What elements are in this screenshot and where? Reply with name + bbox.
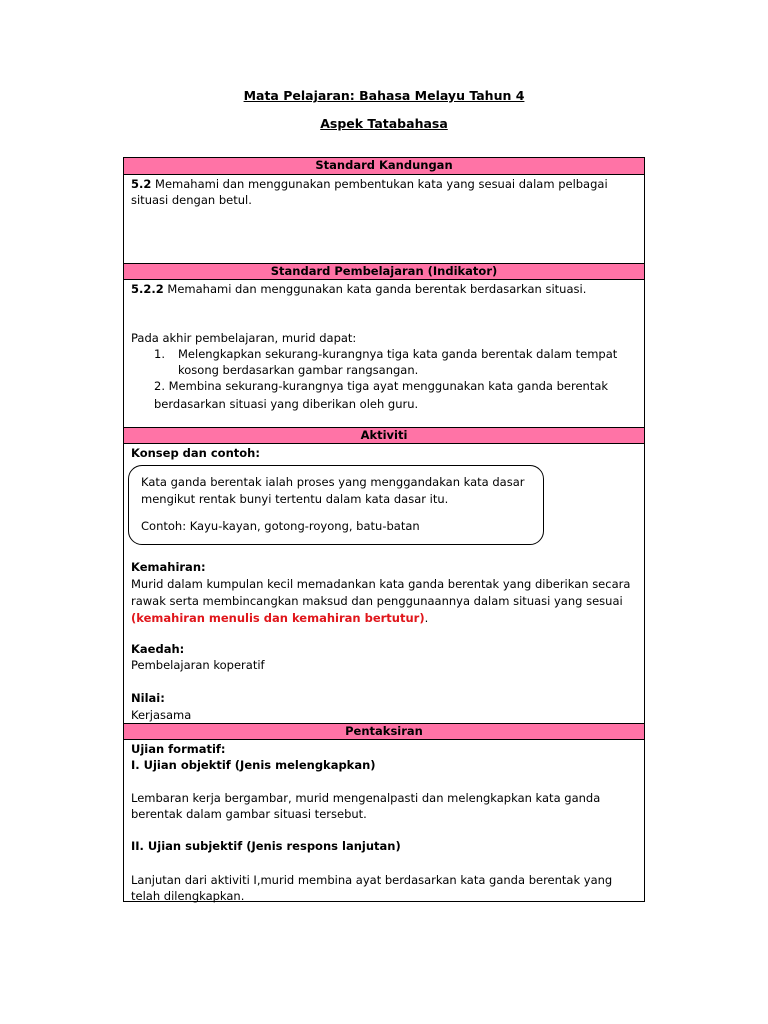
lesson-plan-table xyxy=(123,157,645,902)
kaedah-value: Pembelajaran koperatif xyxy=(131,658,265,672)
concept-box xyxy=(128,465,544,545)
ujian-subjektif-label: II. Ujian subjektif (Jenis respons lanjutan) xyxy=(131,839,401,853)
standard-kandungan-number: 5.2 xyxy=(131,177,152,191)
ujian-objektif-line-1: Lembaran kerja bergambar, murid mengenalpasti dan melengkapkan kata ganda xyxy=(131,791,601,805)
kemahiran-line-2: rawak serta membincangkan maksud dan penggunaannya dalam situasi yang sesuai xyxy=(131,594,623,608)
standard-kandungan-line-2: situasi dengan betul. xyxy=(131,193,252,207)
pentaksiran-header: Pentaksiran xyxy=(124,723,644,740)
kaedah-label: Kaedah: xyxy=(131,642,185,656)
nilai-value: Kerjasama xyxy=(131,708,192,722)
kemahiran-label: Kemahiran: xyxy=(131,560,206,574)
objective-1-number: 1. xyxy=(154,347,165,361)
standard-kandungan-line-1 xyxy=(131,176,608,192)
nilai-label: Nilai: xyxy=(131,691,165,705)
standard-pembelajaran-line-1 xyxy=(131,281,586,297)
standard-pembelajaran-text: Memahami dan menggunakan kata ganda berentak berdasarkan situasi. xyxy=(163,282,587,296)
concept-line-1: Kata ganda berentak ialah proses yang menggandakan kata dasar xyxy=(141,475,525,489)
objective-1-line-1: Melengkapkan sekurang-kurangnya tiga kata ganda berentak dalam tempat xyxy=(178,347,618,361)
ujian-label: Ujian formatif: xyxy=(131,742,226,756)
konsep-label: Konsep dan contoh: xyxy=(131,446,260,460)
standard-kandungan-header: Standard Kandungan xyxy=(124,158,644,175)
aktiviti-header: Aktiviti xyxy=(124,427,644,444)
ujian-subjektif-line-1: Lanjutan dari aktiviti I,murid membina ayat berdasarkan kata ganda berentak yang xyxy=(131,873,613,887)
concept-example: Contoh: Kayu-kayan, gotong-royong, batu-batan xyxy=(141,519,420,533)
standard-pembelajaran-header: Standard Pembelajaran (Indikator) xyxy=(124,263,644,280)
standard-pembelajaran-number: 5.2.2 xyxy=(131,282,164,296)
objective-2-line-2: berdasarkan situasi yang diberikan oleh guru. xyxy=(154,397,419,411)
objective-2-line-1: 2. Membina sekurang-kurangnya tiga ayat menggunakan kata ganda berentak xyxy=(154,379,609,393)
kemahiran-line-1: Murid dalam kumpulan kecil memadankan kata ganda berentak yang diberikan secara xyxy=(131,577,631,591)
standard-kandungan-text: Memahami dan menggunakan pembentukan kata yang sesuai dalam pelbagai xyxy=(151,177,608,191)
kemahiran-line-3 xyxy=(131,610,428,626)
ujian-objektif-label: I. Ujian objektif (Jenis melengkapkan) xyxy=(131,758,376,772)
objective-intro: Pada akhir pembelajaran, murid dapat: xyxy=(131,331,357,345)
ujian-subjektif-line-2: telah dilengkapkan. xyxy=(131,889,245,903)
page-subtitle: Aspek Tatabahasa xyxy=(320,116,448,131)
kemahiran-skill-note: (kemahiran menulis dan kemahiran bertutur) xyxy=(131,611,425,625)
concept-line-2: mengikut rentak bunyi tertentu dalam kata dasar itu. xyxy=(141,492,449,506)
page-title: Mata Pelajaran: Bahasa Melayu Tahun 4 xyxy=(243,88,525,103)
ujian-objektif-line-2: berentak dalam gambar situasi tersebut. xyxy=(131,807,367,821)
kemahiran-period: . xyxy=(424,611,429,625)
objective-1-line-2: kosong berdasarkan gambar rangsangan. xyxy=(178,363,419,377)
